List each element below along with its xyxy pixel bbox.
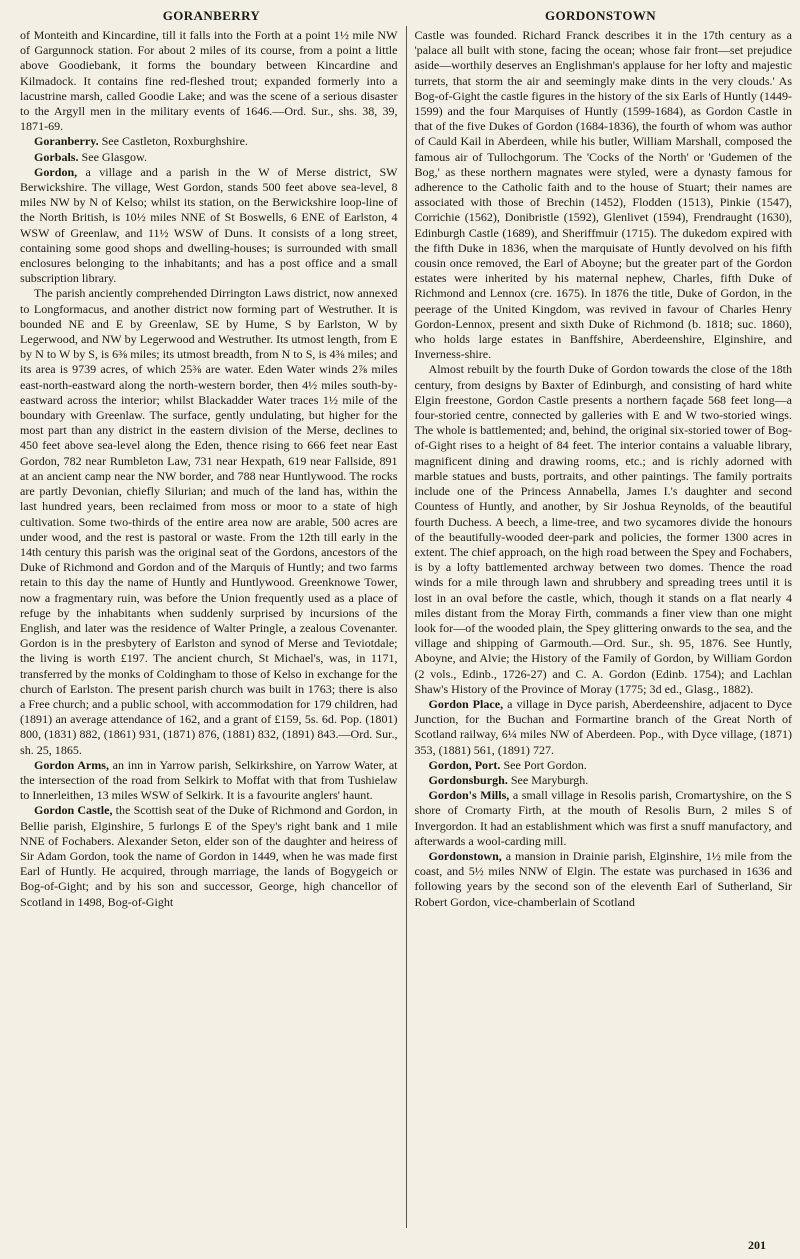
entry-headword: Gordon, Port. <box>428 757 501 772</box>
entry <box>415 362 793 696</box>
entry-text: of Monteith and Kincardine, till it falls into the Forth at a point 1½ mile NW of Gargunnock station. For about 2 miles of its course, from a point a little above Goodiebank, it forms the boundary between Kincardine and Kilmadock. It contains fine red-fleshed trout; expanded formerly into a lacustrine marsh, called Goodie Lake; and was the scene of a serious disaster to the Argyll men in the military events of 1646.—Ord. Sur., shs. 38, 39, 1871-69. <box>20 28 398 134</box>
entry <box>415 28 793 362</box>
right-column <box>407 28 793 1228</box>
entry-headword: Gordonsburgh. <box>428 772 508 787</box>
running-header <box>20 6 792 26</box>
entry-text: an inn in Yarrow parish, Selkirkshire, on Yarrow Water, at the intersection of the road from Selkirk to Moffat with that from Tushielaw to Innerleithen, 13 miles WSW of Selkirk. It is a favourite anglers' haunt. <box>20 757 398 803</box>
entry-text: See Glasgow. <box>78 149 147 164</box>
entry <box>20 286 398 757</box>
entry <box>415 788 793 849</box>
entry-text: a mansion in Drainie parish, Elginshire, 1½ mile from the coast, and 5½ miles NNW of Elgin. The estate was purchased in 1636 and following years by the second son of the eleventh Earl of Sutherland, Sir Robert Gordon, vice-chamberlain of Scotland <box>414 848 793 909</box>
entry <box>415 849 793 910</box>
entry-headword: Gordon's Mills, <box>428 788 510 803</box>
entry-headword: Gordon Place, <box>428 696 504 711</box>
entry-text: a small village in Resolis parish, Cromartyshire, on the S shore of Cromarty Firth, at the mouth of Resolis Burn, 2 miles S of Invergordon. It had an establishment which was first a snuff manufactory, and afterwards a wool-carding mill. <box>414 788 793 848</box>
entry <box>20 803 398 909</box>
entry <box>20 134 398 149</box>
entry <box>20 758 398 804</box>
entry-headword: Goranberry. <box>34 134 99 149</box>
entry-headword: Gordon Arms, <box>34 757 109 772</box>
entry-headword: Gordonstown, <box>428 848 502 863</box>
entry <box>20 150 398 165</box>
entry <box>415 697 793 758</box>
left-column <box>20 28 406 1228</box>
entry-headword: Gordon Castle, <box>34 803 113 818</box>
entry <box>20 28 398 134</box>
entry-text: See Port Gordon. <box>500 757 587 772</box>
entry-text: The parish anciently comprehended Dirrington Laws district, now annexed to Longformacus, and another district now forming part of Westruther. It is bounded NE and E by Greenlaw, SE by Hume, S by Earlston, W by Legerwood, and NW by Legerwood and Westruther. Its utmost length, from E by N to W by S, is 6⅜ miles; its utmost breadth, from N to S, is 4⅜ miles; and its area is 9739 acres, of which 25⅜ are water. Eden Water winds 2⅞ miles east-north-eastward along the north-western border, then 4½ miles south-by-eastward across the interior; whilst Blackadder Water traces 1½ mile of the boundary with Greenlaw. The surface, gently undulating, but higher for the most part than any district in the eastern division of the Merse, declines to 450 feet above sea-level along the Eden, thence rising to 666 feet near East Gordon, 782 near Rumbleton Law, 731 near Hexpath, 619 near Fallside, 891 at an ancient camp near the NW border, and 788 near Huntlywood. The rocks are partly Devonian, chiefly Silurian; and much of the land has, within the last hundred years, been reclaimed from moss or moor to a state of high cultivation. Some two-thirds of the entire area now are arable, 500 acres are under wood, and the rest is pastoral or waste. From the 12th till early in the 14th century this parish was the original seat of the Gordons, ancestors of the Duke of Richmond and Gordon and of the Marquis of Huntly; and two farms retain to this day the name of Huntly and Huntlywood. Greenknowe Tower, now a fragmentary ruin, was before the Union frequently used as a place of refuge by the inhabitants when suddenly surprised by incursions of the English, and later was the residence of Walter Pringle, a zealous Covenanter. Gordon is in the presbytery of Earlston and synod of Merse and Teviotdale; the living is worth £197. The ancient church, St Michael's, was, in 1171, transferred by the monks of Coldingham to those of Kelso in exchange for the church of Earlston. The present parish church was built in 1763; there is also a Free church; and a public school, with accommodation for 179 children, had (1891) an average attendance of 162, and a grant of £159, 5s. 6d. Pop. (1801) 800, (1831) 882, (1861) 931, (1871) 876, (1881) 832, (1891) 843.—Ord. Sur., sh. 25, 1865. <box>20 286 398 757</box>
running-head-right: GORDONSTOWN <box>544 8 657 23</box>
page-number: 201 <box>748 1238 766 1252</box>
entry-text: Castle was founded. Richard Franck describes it in the 17th century as a 'palace all built with stone, facing the ocean; whose fair front—set prejudice aside—worthily deserves an Englishman's applause for her lofty and majestic turrets, that storm the air and seemingly make dints in the very clouds.' As Bog-of-Gight the castle figures in the history of the six Earls of Huntly (1449-1599) and the four Marquises of Huntly (1599-1684), as Gordon Castle in that of the five Dukes of Gordon (1684-1836), the fourth of whom was author of Cauld Kail in Aberdeen, while his butler, William Marshall, composed the famous air of Tullochgorum. The 'Cocks of the North' or 'Gudemen of the Bog,' as these northern magnates were styled, were a dynasty famous for adherence to the Catholic faith and to the house of Stuart; their names are associated with those of Brechin (1452), Flodden (1513), Pinkie (1547), Corrichie (1562), Donibristle (1592), Glenlivet (1594), Frendraught (1630), Edinburgh Castle (1689), and Sheriffmuir (1715). The dukedom expired with the fifth Duke in 1836, when the marquisate of Huntly devolved on his fifth cousin once removed, the Earl of Aboyne; but the greater part of the Gordon estates were inherited by his maternal nephew, Charles, fifth Duke of Richmond and Lennox (cre. 1675). In 1876 the title, Duke of Gordon, in the peerage of the United Kingdom, was revived in favour of Charles Henry Gordon-Lennox, present and sixth Duke of Richmond (b. 1818; suc. 1860), who holds large estates in Banffshire, Aberdeenshire, Elginshire, and Inverness-shire. <box>414 28 793 362</box>
entry-headword: Gordon, <box>34 164 78 179</box>
entry-headword: Gorbals. <box>34 149 79 164</box>
entry-text: a village in Dyce parish, Aberdeenshire, adjacent to Dyce Junction, for the Buchan and Formartine branch of the Great North of Scotland railway, 6¼ miles NW of Aberdeen. Pop., with Dyce village, (1871) 353, (1881) 561, (1891) 727. <box>414 696 793 757</box>
entry <box>415 773 793 788</box>
entry-text: See Maryburgh. <box>507 772 589 787</box>
running-head-left: GORANBERRY <box>162 8 261 23</box>
entry <box>20 165 398 287</box>
entry <box>415 758 793 773</box>
text-columns <box>20 28 792 1228</box>
entry-text: Almost rebuilt by the fourth Duke of Gordon towards the close of the 18th century, from designs by Baxter of Edinburgh, and consisting of hard white Elgin freestone, Gordon Castle presents a northern façade 568 feet long—a four-storied centre, connected by galleries with E and W two-storied wings. The whole is battlemented; and, behind, the original six-storied tower of Bog-of-Gight rises to a height of 84 feet. The interior contains a valuable library, magnificent dining and drawing rooms, etc.; and is richly adorned with marble statues and busts, portraits, and other paintings. The family portraits include one of the Princess Annabella, James I.'s daughter and second Countess of Huntly, and another, by Sir Joshua Reynolds, of the beautiful fourth Duchess. A beech, a lime-tree, and two sycamores divide the honours of the beautifully-wooded deer-park and policies, the former 1300 acres in extent. The chief approach, on the high road between the Spey and Fochabers, is by a lofty battlemented archway between two domes. Thence the road winds for a mile through lawn and shrubbery and spreading trees until it is lost in an oval before the castle, which, though it stands on a flat nearly 4 miles distant from the Moray Firth, commands a finer view than one might look for—of the wooded plain, the Spey glittering onwards to the sea, and the village and shipping of Garmouth.—Ord. Sur., sh. 95, 1876. See Huntly, Aboyne, and Alvie; the History of the Family of Gordon, by William Gordon (2 vols., Edinb., 1726-27) and C. A. Gordon (Edinb. 1754); and Lachlan Shaw's History of the Province of Moray (1775; 3d ed., Glasg., 1882). <box>414 362 793 696</box>
entry-text: See Castleton, Roxburghshire. <box>98 134 248 149</box>
entry-text: the Scottish seat of the Duke of Richmond and Gordon, in Bellie parish, Elginshire, 5 furlongs E of the Spey's right bank and 1 mile NNE of Fochabers. Alexander Seton, elder son of the daughter and heiress of Sir Adam Gordon, took the name of Gordon in 1449, when he was made first Earl of Huntly. He acquired, through marriage, the lands of Bogygeich or Bog-of-Gight; and by his son and successor, George, high chancellor of Scotland in 1498, Bog-of-Gight <box>20 803 398 909</box>
entry-text: a village and a parish in the W of Merse district, SW Berwickshire. The village, West Gordon, stands 500 feet above sea-level, 8 miles NW by N of Kelso; whilst its station, on the Berwickshire loop-line of the North British, is 10½ miles NNE of St Boswells, 6 ENE of Earlston, 4 WSW of Greenlaw, and 11½ WSW of Duns. It consists of a long street, containing some good shops and dwelling-houses; is surrounded with small enclosures belonging to the inhabitants; and has a post office and a small subscription library. <box>20 164 398 286</box>
